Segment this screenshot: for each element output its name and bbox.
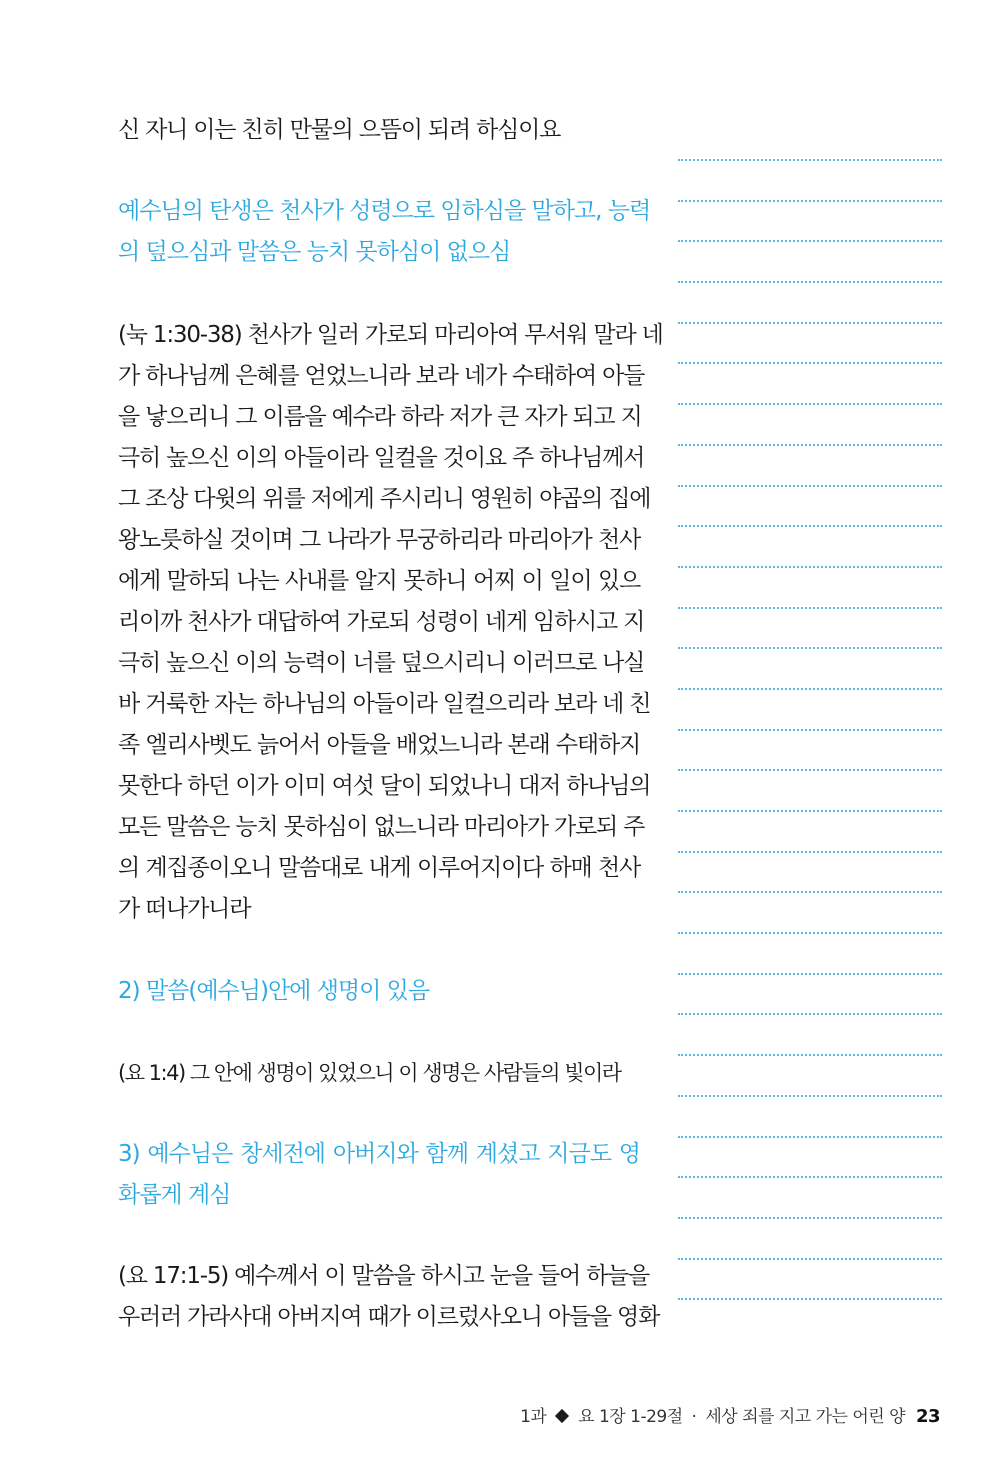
verse-line: 가 하나님께 은혜를 얻었느니라 보라 네가 수태하여 아들 [118,363,645,389]
verse-line: 에게 말하되 나는 사내를 알지 못하니 어찌 이 일이 있으 [118,568,640,594]
verse-line: 모든 말씀은 능치 못하심이 없느니라 마리아가 가로되 주 [118,814,645,840]
memo-line [678,403,942,444]
memo-line [678,159,942,200]
section-heading: 2) 말씀(예수님)안에 생명이 있음 [118,978,430,1004]
verse-line: 가 떠나가니라 [118,896,251,922]
section-heading-continued: 화롭게 계심 [118,1182,231,1208]
section-heading: 3) 예수님은 창세전에 아버지와 함께 계셨고 지금도 영 [118,1141,640,1167]
verse-line: 을 낳으리니 그 이름을 예수라 하라 저가 큰 자가 되고 지 [118,404,642,430]
verse-line: (눅 1:30-38) 천사가 일러 가로되 마리아여 무서워 말라 네 [118,322,663,348]
verse-line: 족 엘리사벳도 늙어서 아들을 배었느니라 본래 수태하지 [118,732,640,758]
memo-line [678,1258,942,1299]
john-17-1-5-passage [118,1256,660,1338]
main-text-column [118,110,663,1338]
verse-line: 극히 높으신 이의 아들이라 일컬을 것이요 주 하나님께서 [118,445,645,471]
memo-line [678,973,942,1014]
memo-line [678,444,942,485]
memo-line [678,810,942,851]
memo-line [678,932,942,973]
verse-line: 우러러 가라사대 아버지여 때가 이르렀사오니 아들을 영화 [118,1304,660,1330]
memo-line [678,688,942,729]
verse-line: 왕노릇하실 것이며 그 나라가 무궁하리라 마리아가 천사 [118,527,640,553]
memo-line [678,647,942,688]
verse-line: 그 조상 다윗의 위를 저에게 주시리니 영원히 야곱의 집에 [118,486,651,512]
memo-line [678,240,942,281]
memo-line [678,200,942,241]
separator: · [691,1407,697,1427]
page-number: 23 [915,1406,940,1427]
memo-lines [678,159,942,1339]
memo-line [678,362,942,403]
verse-line: 리이까 천사가 대답하여 가로되 성령이 네게 임하시고 지 [118,609,645,635]
lesson-title: 세상 죄를 지고 가는 어린 양 [705,1407,906,1427]
memo-line [678,607,942,648]
memo-line [678,1013,942,1054]
lesson-label: 1과 [520,1407,547,1427]
verse-line: (요 17:1-5) 예수께서 이 말씀을 하시고 눈을 들어 하늘을 [118,1263,650,1289]
memo-line [678,1298,942,1339]
memo-line [678,485,942,526]
page-footer [520,1402,940,1427]
verse-line: 바 거룩한 자는 하나님의 아들이라 일컬으리라 보라 네 친 [118,691,651,717]
memo-line [678,1095,942,1136]
john-1-4-verse: (요 1:4) 그 안에 생명이 있었으니 이 생명은 사람들의 빛이라 [118,1061,621,1085]
memo-line [678,281,942,322]
memo-line [678,322,942,363]
memo-line [678,1136,942,1177]
verse-line: 의 계집종이오니 말씀대로 내게 이루어지이다 하매 천사 [118,855,640,881]
text-line: 신 자니 이는 친히 만물의 으뜸이 되려 하심이요 [118,117,561,143]
memo-line [678,566,942,607]
section-heading: 예수님의 탄생은 천사가 성령으로 임하심을 말하고, 능력 [118,198,651,224]
memo-line [678,891,942,932]
luke-1-30-38-passage [118,315,663,930]
memo-line [678,525,942,566]
scripture-reference: 요 1장 1-29절 [578,1407,683,1427]
memo-line [678,851,942,892]
memo-line [678,769,942,810]
verse-line: 극히 높으신 이의 능력이 너를 덮으시리니 이러므로 나실 [118,650,645,676]
memo-line [678,1217,942,1258]
memo-line [678,1054,942,1095]
diamond-icon [555,1409,569,1423]
memo-line [678,1176,942,1217]
section-heading-continued: 의 덮으심과 말씀은 능치 못하심이 없으심 [118,239,511,265]
memo-line [678,729,942,770]
verse-line: 못한다 하던 이가 이미 여섯 달이 되었나니 대저 하나님의 [118,773,651,799]
